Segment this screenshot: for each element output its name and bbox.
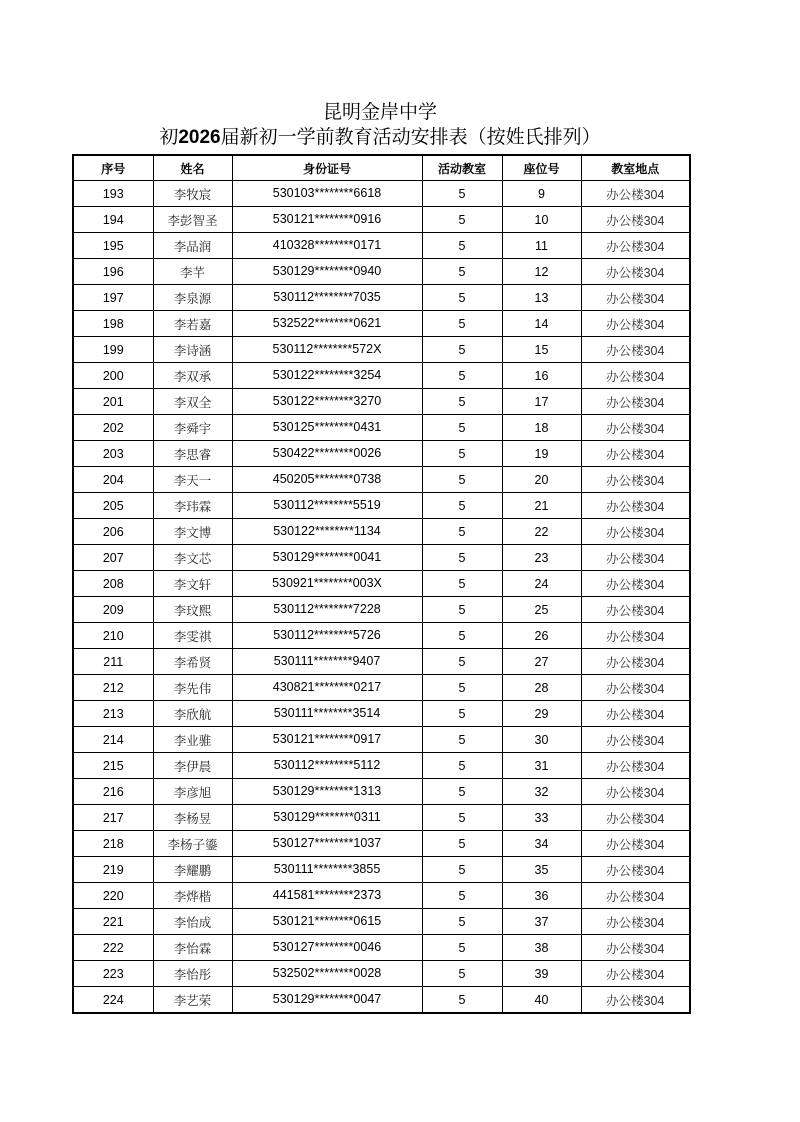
- cell-seat-number: 34: [502, 831, 581, 857]
- id-number-text: 530129********1313: [272, 784, 382, 798]
- id-number-text: 530121********0917: [272, 732, 382, 746]
- cell-student-name: 李耀鹏: [153, 857, 232, 883]
- cell-seat-number: 13: [502, 285, 581, 311]
- table-row: [73, 441, 690, 467]
- cell-id-number: [232, 779, 422, 805]
- cell-room-location: 办公楼304: [581, 181, 690, 207]
- title-year: 2026: [178, 127, 221, 148]
- id-number-text: 530129********0041: [272, 550, 382, 564]
- cell-id-number: [232, 701, 422, 727]
- cell-student-name: 李伊晨: [153, 753, 232, 779]
- cell-seat-number: 24: [502, 571, 581, 597]
- cell-id-number: [232, 207, 422, 233]
- cell-room-location: 办公楼304: [581, 961, 690, 987]
- table-row: [73, 701, 690, 727]
- id-number-text: 530127********1037: [272, 836, 382, 850]
- cell-room-location: 办公楼304: [581, 285, 690, 311]
- cell-serial-number: 208: [73, 571, 153, 597]
- cell-serial-number: 223: [73, 961, 153, 987]
- header-serial-number: 序号: [73, 155, 153, 181]
- cell-student-name: 李文芯: [153, 545, 232, 571]
- cell-activity-room: 5: [422, 571, 502, 597]
- table-row: [73, 805, 690, 831]
- cell-activity-room: 5: [422, 181, 502, 207]
- cell-serial-number: 201: [73, 389, 153, 415]
- cell-seat-number: 16: [502, 363, 581, 389]
- id-number-text: 530422********0026: [272, 446, 382, 460]
- cell-id-number: [232, 545, 422, 571]
- cell-serial-number: 216: [73, 779, 153, 805]
- id-number-text: 530122********1134: [273, 524, 381, 538]
- cell-activity-room: 5: [422, 675, 502, 701]
- cell-id-number: [232, 233, 422, 259]
- id-number-text: 530129********0047: [272, 992, 382, 1006]
- cell-serial-number: 218: [73, 831, 153, 857]
- cell-id-number: [232, 675, 422, 701]
- roster-table: [72, 154, 691, 1014]
- cell-student-name: 李怡成: [153, 909, 232, 935]
- cell-room-location: 办公楼304: [581, 753, 690, 779]
- cell-room-location: 办公楼304: [581, 467, 690, 493]
- cell-id-number: [232, 935, 422, 961]
- cell-activity-room: 5: [422, 727, 502, 753]
- cell-student-name: 李双全: [153, 389, 232, 415]
- id-number-text: 530112********5726: [273, 628, 381, 642]
- cell-serial-number: 204: [73, 467, 153, 493]
- cell-activity-room: 5: [422, 545, 502, 571]
- cell-serial-number: 221: [73, 909, 153, 935]
- cell-seat-number: 9: [502, 181, 581, 207]
- cell-student-name: 李怡霖: [153, 935, 232, 961]
- table-row: [73, 779, 690, 805]
- cell-serial-number: 202: [73, 415, 153, 441]
- cell-room-location: 办公楼304: [581, 649, 690, 675]
- table-row: [73, 363, 690, 389]
- cell-serial-number: 197: [73, 285, 153, 311]
- cell-student-name: 李若嘉: [153, 311, 232, 337]
- header-room-location: 教室地点: [581, 155, 690, 181]
- cell-seat-number: 26: [502, 623, 581, 649]
- cell-seat-number: 19: [502, 441, 581, 467]
- cell-student-name: 李欣航: [153, 701, 232, 727]
- cell-seat-number: 14: [502, 311, 581, 337]
- header-seat-number: 座位号: [502, 155, 581, 181]
- cell-seat-number: 38: [502, 935, 581, 961]
- id-number-text: 530112********5112: [273, 758, 381, 772]
- cell-serial-number: 224: [73, 987, 153, 1014]
- cell-activity-room: 5: [422, 857, 502, 883]
- table-row: [73, 649, 690, 675]
- cell-id-number: [232, 857, 422, 883]
- cell-activity-room: 5: [422, 207, 502, 233]
- cell-seat-number: 10: [502, 207, 581, 233]
- table-row: [73, 753, 690, 779]
- school-name: 昆明金岸中学: [322, 101, 437, 123]
- cell-seat-number: 12: [502, 259, 581, 285]
- table-row: [73, 597, 690, 623]
- cell-activity-room: 5: [422, 935, 502, 961]
- cell-serial-number: 206: [73, 519, 153, 545]
- cell-room-location: 办公楼304: [581, 805, 690, 831]
- cell-serial-number: 211: [73, 649, 153, 675]
- cell-seat-number: 29: [502, 701, 581, 727]
- cell-student-name: 李泉源: [153, 285, 232, 311]
- cell-room-location: 办公楼304: [581, 233, 690, 259]
- table-row: [73, 571, 690, 597]
- id-number-text: 530121********0615: [272, 914, 382, 928]
- id-number-text: 530103********6618: [272, 186, 382, 200]
- cell-id-number: [232, 805, 422, 831]
- cell-seat-number: 21: [502, 493, 581, 519]
- cell-serial-number: 215: [73, 753, 153, 779]
- table-row: [73, 519, 690, 545]
- id-number-text: 530111********3514: [273, 706, 381, 720]
- cell-serial-number: 199: [73, 337, 153, 363]
- cell-room-location: 办公楼304: [581, 779, 690, 805]
- cell-student-name: 李彭智圣: [153, 207, 232, 233]
- cell-student-name: 李舜宇: [153, 415, 232, 441]
- table-row: [73, 285, 690, 311]
- cell-room-location: 办公楼304: [581, 701, 690, 727]
- cell-student-name: 李玟熙: [153, 597, 232, 623]
- id-number-text: 530121********0916: [272, 212, 382, 226]
- cell-student-name: 李杨昱: [153, 805, 232, 831]
- id-number-text: 530122********3254: [272, 368, 382, 382]
- cell-serial-number: 194: [73, 207, 153, 233]
- cell-serial-number: 200: [73, 363, 153, 389]
- cell-id-number: [232, 467, 422, 493]
- cell-student-name: 李业骓: [153, 727, 232, 753]
- cell-seat-number: 22: [502, 519, 581, 545]
- cell-serial-number: 213: [73, 701, 153, 727]
- cell-activity-room: 5: [422, 337, 502, 363]
- cell-id-number: [232, 363, 422, 389]
- cell-seat-number: 17: [502, 389, 581, 415]
- cell-room-location: 办公楼304: [581, 909, 690, 935]
- title-prefix: 初: [159, 126, 179, 148]
- cell-id-number: [232, 389, 422, 415]
- cell-student-name: 李芊: [153, 259, 232, 285]
- cell-seat-number: 15: [502, 337, 581, 363]
- cell-student-name: 李文轩: [153, 571, 232, 597]
- cell-student-name: 李彦旭: [153, 779, 232, 805]
- cell-seat-number: 28: [502, 675, 581, 701]
- cell-seat-number: 20: [502, 467, 581, 493]
- cell-room-location: 办公楼304: [581, 857, 690, 883]
- cell-room-location: 办公楼304: [581, 597, 690, 623]
- cell-id-number: [232, 961, 422, 987]
- cell-room-location: 办公楼304: [581, 623, 690, 649]
- id-number-text: 530111********3855: [273, 862, 381, 876]
- cell-id-number: [232, 259, 422, 285]
- cell-room-location: 办公楼304: [581, 675, 690, 701]
- cell-id-number: [232, 493, 422, 519]
- id-number-text: 530921********003X: [272, 576, 382, 590]
- cell-activity-room: 5: [422, 467, 502, 493]
- cell-id-number: [232, 285, 422, 311]
- cell-activity-room: 5: [422, 519, 502, 545]
- document-title: [0, 124, 760, 151]
- cell-seat-number: 25: [502, 597, 581, 623]
- id-number-text: 530112********5519: [273, 498, 381, 512]
- cell-room-location: 办公楼304: [581, 415, 690, 441]
- header-activity-room: 活动教室: [422, 155, 502, 181]
- title-suffix: 届新初一学前教育活动安排表（按姓氏排列）: [220, 126, 601, 148]
- cell-student-name: 李先伟: [153, 675, 232, 701]
- cell-activity-room: 5: [422, 441, 502, 467]
- cell-room-location: 办公楼304: [581, 727, 690, 753]
- id-number-text: 441581********2373: [272, 888, 382, 902]
- table-row: [73, 857, 690, 883]
- cell-serial-number: 203: [73, 441, 153, 467]
- cell-student-name: 李玮霖: [153, 493, 232, 519]
- table-row: [73, 545, 690, 571]
- cell-student-name: 李双承: [153, 363, 232, 389]
- cell-activity-room: 5: [422, 597, 502, 623]
- cell-serial-number: 222: [73, 935, 153, 961]
- cell-serial-number: 214: [73, 727, 153, 753]
- cell-serial-number: 219: [73, 857, 153, 883]
- id-number-text: 530111********9407: [273, 654, 381, 668]
- cell-student-name: 李杨子鎏: [153, 831, 232, 857]
- cell-activity-room: 5: [422, 363, 502, 389]
- cell-activity-room: 5: [422, 805, 502, 831]
- roster-body: [73, 181, 690, 1014]
- table-row: [73, 961, 690, 987]
- cell-activity-room: 5: [422, 831, 502, 857]
- table-row: [73, 415, 690, 441]
- cell-seat-number: 31: [502, 753, 581, 779]
- cell-activity-room: 5: [422, 779, 502, 805]
- cell-student-name: 李思睿: [153, 441, 232, 467]
- cell-activity-room: 5: [422, 909, 502, 935]
- id-number-text: 530125********0431: [272, 420, 382, 434]
- cell-student-name: 李品润: [153, 233, 232, 259]
- cell-seat-number: 35: [502, 857, 581, 883]
- table-row: [73, 337, 690, 363]
- cell-room-location: 办公楼304: [581, 389, 690, 415]
- cell-serial-number: 193: [73, 181, 153, 207]
- cell-activity-room: 5: [422, 415, 502, 441]
- cell-activity-room: 5: [422, 623, 502, 649]
- cell-room-location: 办公楼304: [581, 363, 690, 389]
- cell-serial-number: 209: [73, 597, 153, 623]
- cell-serial-number: 205: [73, 493, 153, 519]
- cell-activity-room: 5: [422, 233, 502, 259]
- cell-id-number: [232, 311, 422, 337]
- cell-seat-number: 37: [502, 909, 581, 935]
- cell-id-number: [232, 337, 422, 363]
- cell-id-number: [232, 753, 422, 779]
- id-number-text: 530127********0046: [272, 940, 382, 954]
- table-row: [73, 467, 690, 493]
- cell-seat-number: 30: [502, 727, 581, 753]
- cell-student-name: 李艺荣: [153, 987, 232, 1014]
- table-row: [73, 233, 690, 259]
- id-number-text: 530112********572X: [272, 342, 382, 356]
- cell-serial-number: 210: [73, 623, 153, 649]
- id-number-text: 450205********0738: [272, 472, 382, 486]
- cell-seat-number: 36: [502, 883, 581, 909]
- cell-id-number: [232, 623, 422, 649]
- cell-activity-room: 5: [422, 259, 502, 285]
- cell-serial-number: 217: [73, 805, 153, 831]
- cell-activity-room: 5: [422, 649, 502, 675]
- cell-student-name: 李烨楷: [153, 883, 232, 909]
- id-number-text: 410328********0171: [272, 238, 382, 252]
- cell-activity-room: 5: [422, 493, 502, 519]
- cell-student-name: 李牧宸: [153, 181, 232, 207]
- cell-id-number: [232, 649, 422, 675]
- cell-id-number: [232, 181, 422, 207]
- cell-activity-room: 5: [422, 961, 502, 987]
- cell-activity-room: 5: [422, 311, 502, 337]
- cell-id-number: [232, 987, 422, 1014]
- cell-id-number: [232, 571, 422, 597]
- cell-room-location: 办公楼304: [581, 259, 690, 285]
- cell-id-number: [232, 441, 422, 467]
- cell-activity-room: 5: [422, 389, 502, 415]
- cell-student-name: 李怡彤: [153, 961, 232, 987]
- cell-activity-room: 5: [422, 701, 502, 727]
- header-row: [73, 155, 690, 181]
- cell-serial-number: 220: [73, 883, 153, 909]
- cell-student-name: 李雯祺: [153, 623, 232, 649]
- id-number-text: 532502********0028: [272, 966, 382, 980]
- id-number-text: 430821********0217: [272, 680, 382, 694]
- table-row: [73, 675, 690, 701]
- cell-student-name: 李天一: [153, 467, 232, 493]
- cell-id-number: [232, 909, 422, 935]
- table-row: [73, 727, 690, 753]
- cell-room-location: 办公楼304: [581, 311, 690, 337]
- cell-room-location: 办公楼304: [581, 987, 690, 1014]
- cell-serial-number: 198: [73, 311, 153, 337]
- table-row: [73, 389, 690, 415]
- table-row: [73, 207, 690, 233]
- table-row: [73, 987, 690, 1014]
- cell-room-location: 办公楼304: [581, 207, 690, 233]
- header-name: 姓名: [153, 155, 232, 181]
- cell-serial-number: 207: [73, 545, 153, 571]
- table-row: [73, 935, 690, 961]
- table-row: [73, 311, 690, 337]
- cell-seat-number: 18: [502, 415, 581, 441]
- cell-student-name: 李希贤: [153, 649, 232, 675]
- cell-activity-room: 5: [422, 987, 502, 1014]
- cell-seat-number: 32: [502, 779, 581, 805]
- cell-room-location: 办公楼304: [581, 571, 690, 597]
- cell-serial-number: 195: [73, 233, 153, 259]
- cell-room-location: 办公楼304: [581, 493, 690, 519]
- cell-student-name: 李文博: [153, 519, 232, 545]
- cell-id-number: [232, 415, 422, 441]
- id-number-text: 532522********0621: [272, 316, 382, 330]
- cell-room-location: 办公楼304: [581, 935, 690, 961]
- cell-seat-number: 40: [502, 987, 581, 1014]
- cell-seat-number: 27: [502, 649, 581, 675]
- header-id-number: 身份证号: [232, 155, 422, 181]
- table-row: [73, 831, 690, 857]
- cell-room-location: 办公楼304: [581, 831, 690, 857]
- id-number-text: 530129********0940: [272, 264, 382, 278]
- cell-id-number: [232, 727, 422, 753]
- cell-room-location: 办公楼304: [581, 545, 690, 571]
- table-row: [73, 493, 690, 519]
- cell-room-location: 办公楼304: [581, 883, 690, 909]
- cell-serial-number: 196: [73, 259, 153, 285]
- table-row: [73, 623, 690, 649]
- id-number-text: 530112********7228: [273, 602, 381, 616]
- cell-serial-number: 212: [73, 675, 153, 701]
- table-row: [73, 909, 690, 935]
- cell-activity-room: 5: [422, 753, 502, 779]
- cell-id-number: [232, 597, 422, 623]
- cell-seat-number: 39: [502, 961, 581, 987]
- table-row: [73, 883, 690, 909]
- cell-id-number: [232, 519, 422, 545]
- cell-id-number: [232, 831, 422, 857]
- id-number-text: 530112********7035: [273, 290, 381, 304]
- cell-seat-number: 33: [502, 805, 581, 831]
- cell-id-number: [232, 883, 422, 909]
- table-row: [73, 259, 690, 285]
- cell-student-name: 李诗涵: [153, 337, 232, 363]
- cell-room-location: 办公楼304: [581, 441, 690, 467]
- id-number-text: 530122********3270: [272, 394, 382, 408]
- cell-room-location: 办公楼304: [581, 519, 690, 545]
- cell-seat-number: 11: [502, 233, 581, 259]
- cell-seat-number: 23: [502, 545, 581, 571]
- cell-activity-room: 5: [422, 285, 502, 311]
- cell-room-location: 办公楼304: [581, 337, 690, 363]
- id-number-text: 530129********0311: [273, 810, 381, 824]
- table-row: [73, 181, 690, 207]
- cell-activity-room: 5: [422, 883, 502, 909]
